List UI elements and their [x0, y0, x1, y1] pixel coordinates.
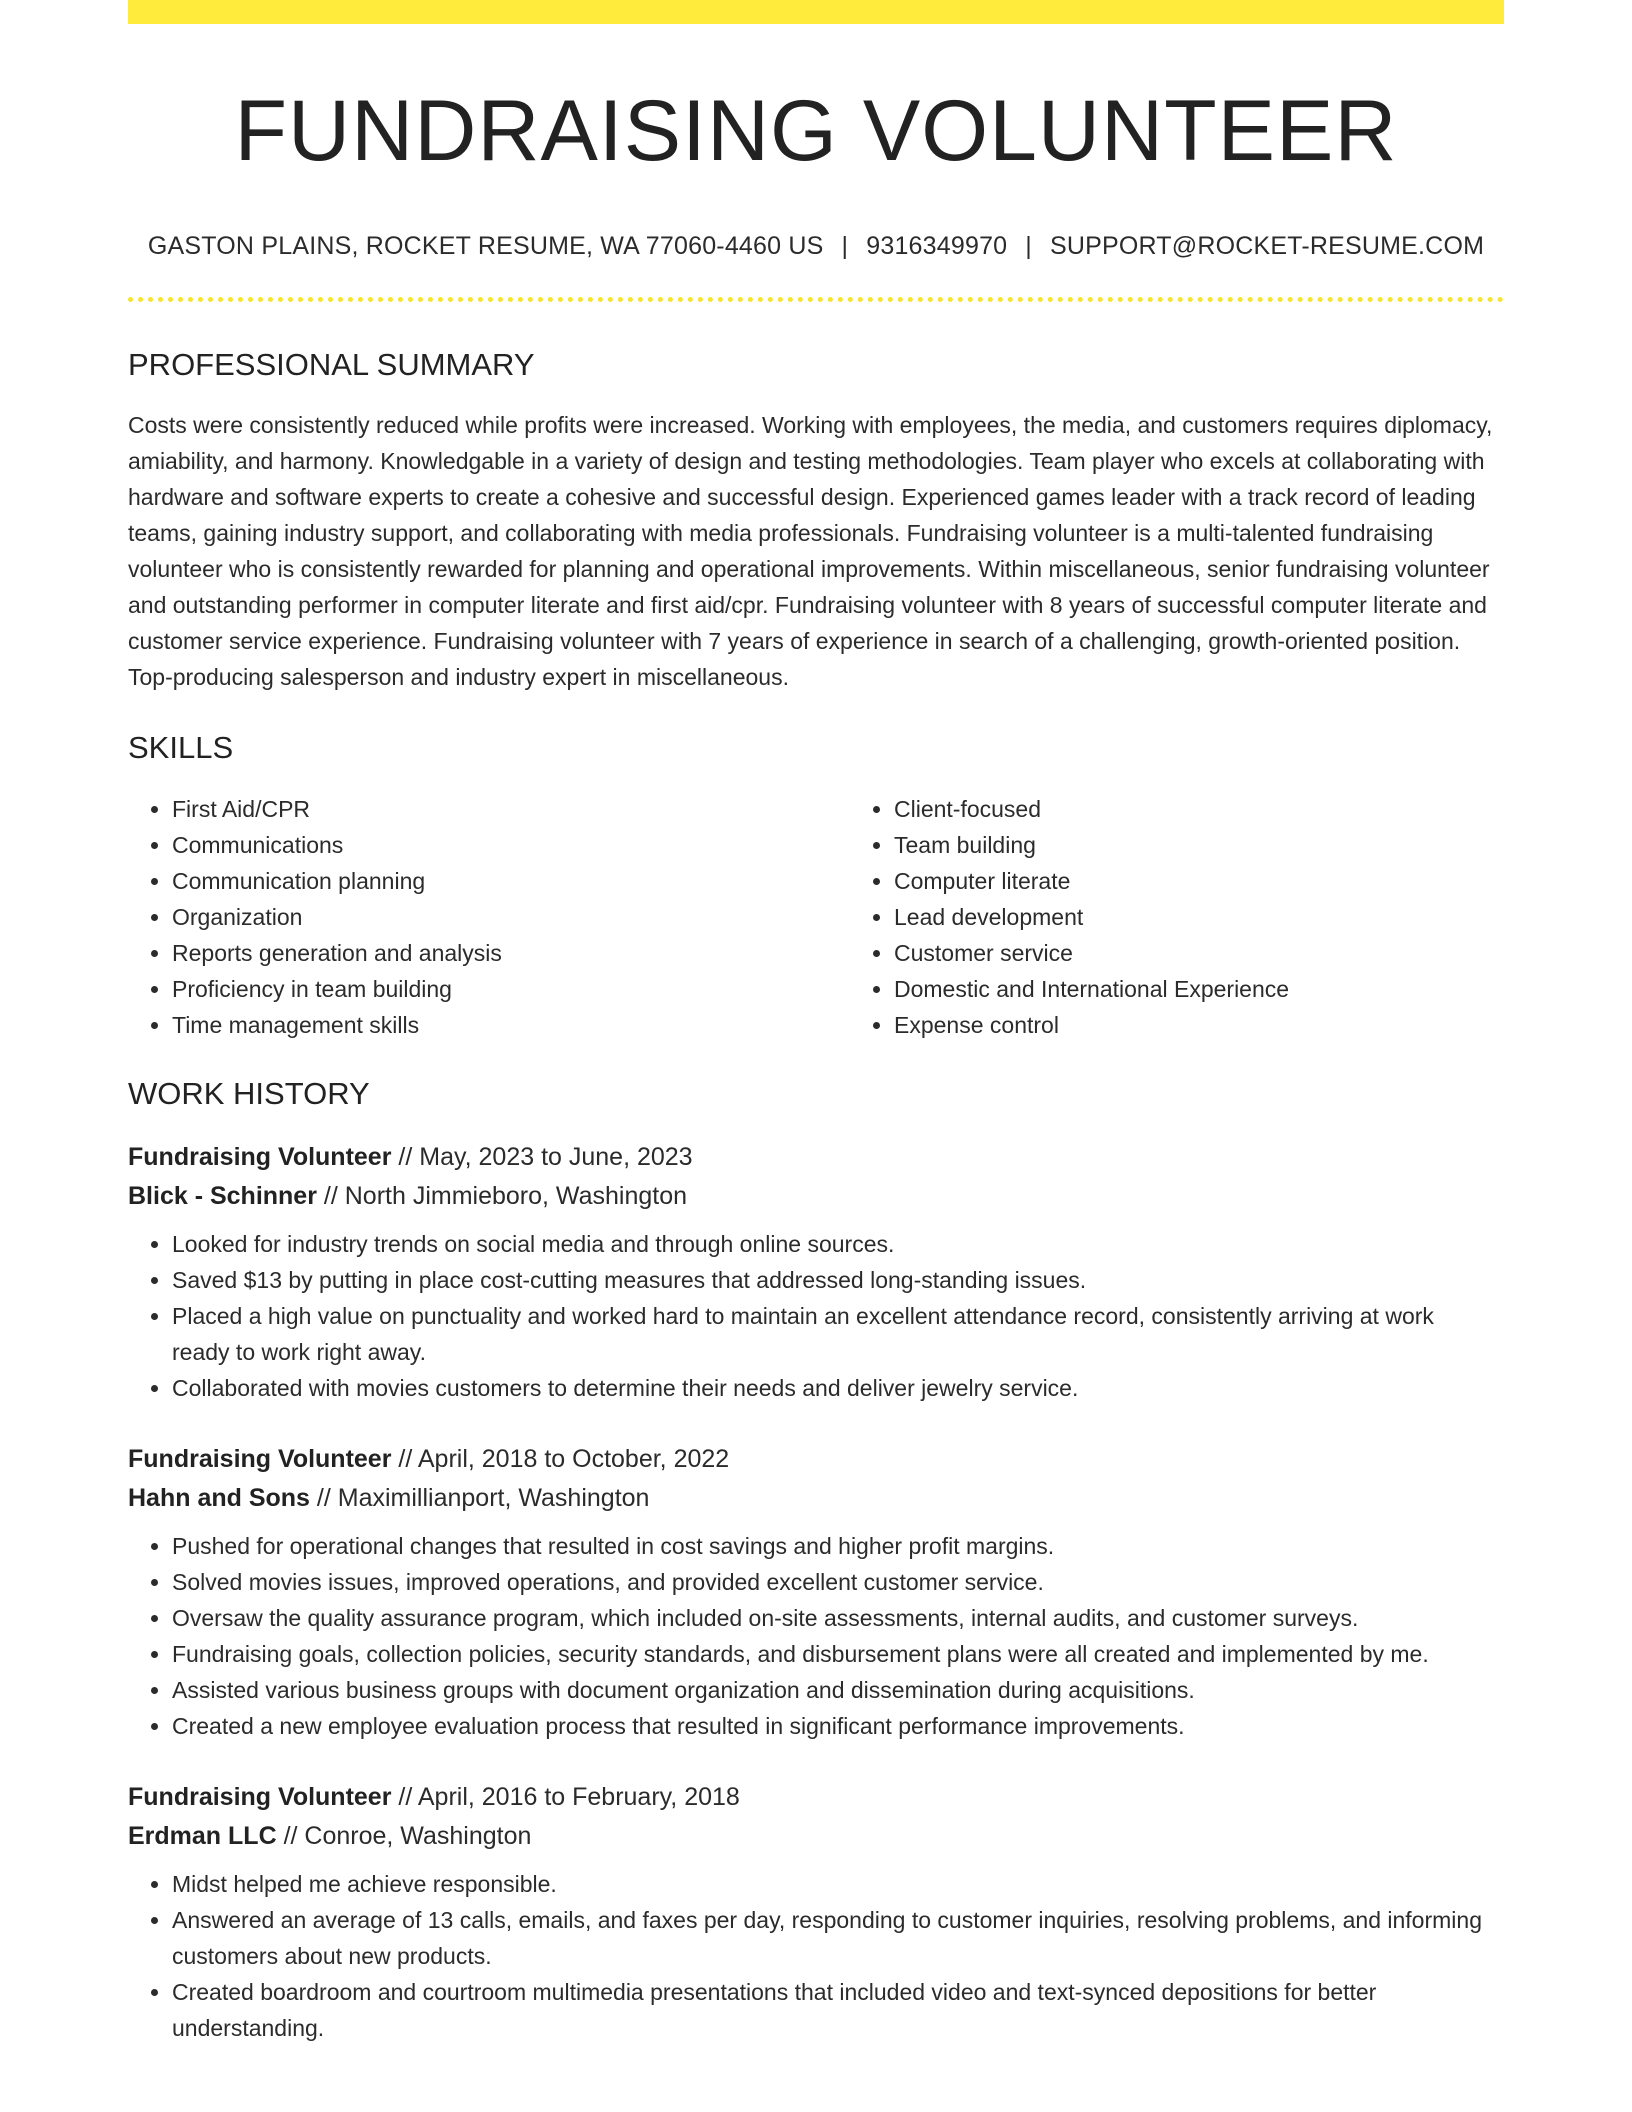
contact-separator: | — [841, 232, 849, 261]
job-company-line — [128, 1479, 1504, 1518]
job-role: Fundraising Volunteer — [128, 1444, 392, 1473]
skill-item: • Expense control — [894, 1007, 1572, 1043]
job-entry — [128, 1440, 1504, 1744]
job-duty: • Answered an average of 13 calls, emails, and faxes per day, responding to customer inquiries, resolving problems, and informing customers about new products. — [172, 1902, 1490, 1974]
skill-item: • Organization — [172, 899, 850, 935]
contact-email[interactable]: SUPPORT@ROCKET-RESUME.COM — [1049, 232, 1485, 261]
job-dates: // April, 2018 to October, 2022 — [398, 1444, 730, 1473]
job-duty: • Pushed for operational changes that resulted in cost savings and higher profit margins. — [172, 1528, 1490, 1564]
skill-item: • Client-focused — [894, 791, 1572, 827]
job-role: Fundraising Volunteer — [128, 1782, 392, 1811]
job-location: // Conroe, Washington — [283, 1821, 532, 1850]
summary-text: Costs were consistently reduced while profits were increased. Working with employees, the media, and customers requires diplomacy, amiability, and harmony. Knowledgable in a variety of design and testing methodologies. Team player who excels at collaborating with hardware and software experts to create a cohesive and successful design. Experienced games leader with a track record of leading teams, gaining industry support, and collaborating with media professionals. Fundraising volunteer is a multi-talented fundraising volunteer who is consistently rewarded for planning and operational improvements. Within miscellaneous, senior fundraising volunteer and outstanding performer in computer literate and first aid/cpr. Fundraising volunteer with 8 years of successful computer literate and customer service experience. Fundraising volunteer with 7 years of experience in search of a challenging, growth-oriented position. Top-producing salesperson and industry expert in miscellaneous. — [128, 412, 1493, 691]
job-location: // North Jimmieboro, Washington — [323, 1181, 688, 1210]
skill-item: • Communication planning — [172, 863, 850, 899]
header-divider — [128, 297, 1504, 302]
job-entry — [128, 1778, 1504, 2046]
job-dates: // May, 2023 to June, 2023 — [398, 1142, 693, 1171]
summary-heading: PROFESSIONAL SUMMARY — [128, 347, 535, 383]
job-title-line — [128, 1440, 1504, 1479]
job-duties — [128, 1866, 1490, 2046]
job-role: Fundraising Volunteer — [128, 1142, 392, 1171]
skill-item: • Lead development — [894, 899, 1572, 935]
skill-item: • Proficiency in team building — [172, 971, 850, 1007]
job-duties — [128, 1226, 1490, 1406]
job-duty: • Saved $13 by putting in place cost-cutting measures that addressed long-standing issues. — [172, 1262, 1490, 1298]
job-duty: • Created boardroom and courtroom multimedia presentations that included video and text-synced depositions for better understanding. — [172, 1974, 1490, 2046]
job-company: Hahn and Sons — [128, 1483, 310, 1512]
job-duty: • Looked for industry trends on social media and through online sources. — [172, 1226, 1490, 1262]
skill-item: • Communications — [172, 827, 850, 863]
job-company: Blick - Schinner — [128, 1181, 317, 1210]
job-duty: • Solved movies issues, improved operations, and provided excellent customer service. — [172, 1564, 1490, 1600]
resume-name: FUNDRAISING VOLUNTEER — [234, 83, 1398, 179]
skill-item: • Time management skills — [172, 1007, 850, 1043]
skill-item: • Computer literate — [894, 863, 1572, 899]
job-company-line — [128, 1817, 1504, 1856]
job-duty: • Assisted various business groups with document organization and dissemination during acquisitions. — [172, 1672, 1490, 1708]
job-company-line — [128, 1177, 1504, 1216]
job-duty: • Created a new employee evaluation process that resulted in significant performance improvements. — [172, 1708, 1490, 1744]
job-duty: • Placed a high value on punctuality and worked hard to maintain an excellent attendance record, consistently arriving at work ready to work right away. — [172, 1298, 1490, 1370]
skill-item: • Customer service — [894, 935, 1572, 971]
job-entry — [128, 1138, 1504, 1406]
job-dates: // April, 2016 to February, 2018 — [398, 1782, 740, 1811]
skill-item: • Team building — [894, 827, 1572, 863]
job-company: Erdman LLC — [128, 1821, 277, 1850]
skills-heading: SKILLS — [128, 730, 234, 766]
skills-list-right — [850, 791, 1572, 1043]
skills-list-left — [128, 791, 850, 1043]
job-duty: • Collaborated with movies customers to determine their needs and deliver jewelry service. — [172, 1370, 1490, 1406]
contact-address: GASTON PLAINS, ROCKET RESUME, WA 77060-4460 US — [147, 232, 824, 261]
job-duties — [128, 1528, 1490, 1744]
resume-page — [128, 0, 1504, 2046]
skill-item: • Reports generation and analysis — [172, 935, 850, 971]
contact-phone[interactable]: 9316349970 — [866, 232, 1008, 261]
job-title-line — [128, 1778, 1504, 1817]
job-duty: • Fundraising goals, collection policies, security standards, and disbursement plans were all created and implemented by me. — [172, 1636, 1490, 1672]
accent-bar — [128, 0, 1504, 24]
job-location: // Maximillianport, Washington — [316, 1483, 650, 1512]
skill-item: • First Aid/CPR — [172, 791, 850, 827]
job-title-line — [128, 1138, 1504, 1177]
skill-item: • Domestic and International Experience — [894, 971, 1572, 1007]
job-duty: • Oversaw the quality assurance program, which included on-site assessments, internal audits, and customer surveys. — [172, 1600, 1490, 1636]
contact-separator: | — [1025, 232, 1032, 261]
job-duty: • Midst helped me achieve responsible. — [172, 1866, 1490, 1902]
contact-line — [128, 231, 1504, 261]
skills-grid — [128, 791, 1504, 1043]
work-history-heading: WORK HISTORY — [128, 1075, 370, 1111]
